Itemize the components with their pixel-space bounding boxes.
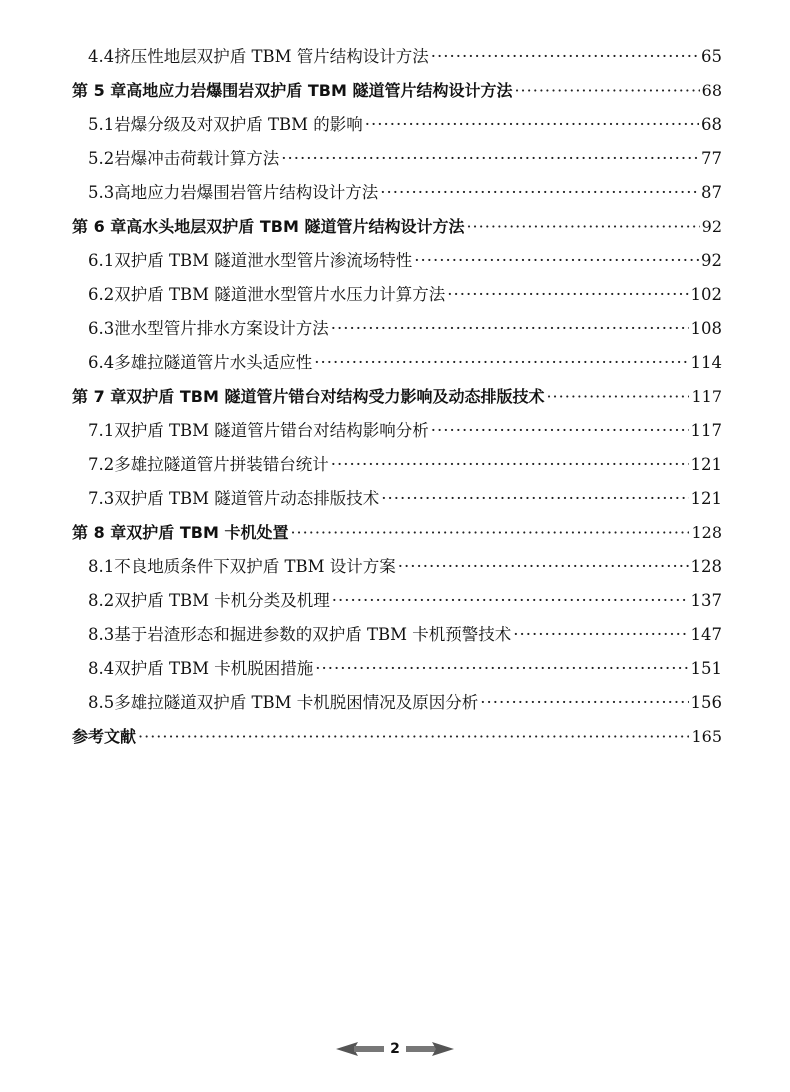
toc-entry-number: 6.2	[88, 285, 115, 304]
toc-section-entry[interactable]	[72, 482, 722, 516]
dot-leader	[431, 414, 689, 448]
toc-chapter-entry[interactable]	[72, 210, 722, 244]
right-arrow-icon	[406, 1042, 454, 1056]
toc-entry-title: 双护盾 TBM 卡机脱困措施	[114, 659, 314, 678]
toc-entry-number: 8.2	[88, 591, 115, 610]
toc-entry-page: 117	[691, 387, 722, 406]
dot-leader	[466, 210, 699, 244]
toc-section-entry[interactable]	[72, 652, 722, 686]
toc-entry-title: 双护盾 TBM 隧道管片错台对结构受力影响及动态排版技术	[126, 387, 545, 406]
toc-entry-number: 7.3	[88, 489, 115, 508]
toc-entry-number: 8.4	[88, 659, 115, 678]
toc-entry-title: 双护盾 TBM 隧道泄水型管片渗流场特性	[114, 251, 413, 270]
toc-entry-page: 117	[690, 421, 722, 440]
dot-leader	[315, 652, 688, 686]
toc-entry-number: 第 5 章	[72, 81, 127, 100]
toc-entry-number: 第 8 章	[72, 523, 127, 542]
toc-entry-page: 114	[690, 353, 722, 372]
toc-entry-title: 高地应力岩爆围岩管片结构设计方法	[114, 183, 379, 202]
toc-entry-title: 双护盾 TBM 卡机处置	[126, 523, 289, 542]
toc-entry-title: 泄水型管片排水方案设计方法	[114, 319, 329, 338]
toc-entry-title: 多雄拉隧道双护盾 TBM 卡机脱困情况及原因分析	[114, 693, 479, 712]
toc-entry-page: 165	[691, 727, 722, 746]
toc-entry-title: 岩爆分级及对双护盾 TBM 的影响	[114, 115, 363, 134]
toc-entry-number: 6.3	[88, 319, 115, 338]
toc-entry-title: 双护盾 TBM 隧道泄水型管片水压力计算方法	[114, 285, 446, 304]
toc-entry-page: 92	[701, 251, 722, 270]
toc-entry-title: 双护盾 TBM 隧道管片动态排版技术	[114, 489, 380, 508]
toc-entry-page: 102	[690, 285, 722, 304]
toc-entry-number: 5.1	[88, 115, 115, 134]
dot-leader	[431, 40, 699, 74]
toc-entry-page: 128	[691, 523, 722, 542]
page-number: 2	[390, 1041, 400, 1057]
toc-entry-number: 第 6 章	[72, 217, 127, 236]
toc-section-entry[interactable]	[72, 584, 722, 618]
toc-entry-page: 65	[701, 47, 722, 66]
toc-entry-number: 7.1	[88, 421, 115, 440]
toc-entry-page: 68	[701, 81, 722, 100]
toc-entry-page: 128	[690, 557, 722, 576]
toc-entry-number: 5.2	[88, 149, 115, 168]
dot-leader	[138, 720, 689, 754]
dot-leader	[514, 74, 699, 108]
dot-leader	[290, 516, 689, 550]
dot-leader	[314, 346, 688, 380]
toc-section-entry[interactable]	[72, 278, 722, 312]
toc-entry-page: 156	[690, 693, 722, 712]
toc-section-entry[interactable]	[72, 176, 722, 210]
toc-entry-page: 92	[701, 217, 722, 236]
toc-chapter-entry[interactable]	[72, 74, 722, 108]
toc-entry-page: 87	[701, 183, 722, 202]
toc-entry-title: 岩爆冲击荷载计算方法	[114, 149, 280, 168]
dot-leader	[331, 448, 689, 482]
dot-leader	[331, 312, 689, 346]
toc-entry-page: 137	[690, 591, 722, 610]
toc-entry-title: 多雄拉隧道管片拼装错台统计	[114, 455, 329, 474]
toc-entry-number: 8.3	[88, 625, 115, 644]
toc-entry-page: 151	[690, 659, 722, 678]
toc-entry-number: 5.3	[88, 183, 115, 202]
toc-section-entry[interactable]	[72, 618, 722, 652]
toc-entry-title: 双护盾 TBM 卡机分类及机理	[114, 591, 330, 610]
table-of-contents	[72, 40, 722, 754]
dot-leader	[380, 176, 699, 210]
toc-entry-page: 77	[701, 149, 722, 168]
dot-leader	[480, 686, 688, 720]
toc-section-entry[interactable]	[72, 346, 722, 380]
toc-chapter-entry[interactable]	[72, 720, 722, 754]
toc-entry-page: 108	[690, 319, 722, 338]
toc-section-entry[interactable]	[72, 108, 722, 142]
dot-leader	[546, 380, 689, 414]
toc-entry-number: 8.1	[88, 557, 115, 576]
toc-section-entry[interactable]	[72, 40, 722, 74]
toc-entry-title: 不良地质条件下双护盾 TBM 设计方案	[114, 557, 396, 576]
dot-leader	[281, 142, 699, 176]
toc-entry-title: 多雄拉隧道管片水头适应性	[114, 353, 313, 372]
toc-chapter-entry[interactable]	[72, 516, 722, 550]
toc-entry-title: 双护盾 TBM 隧道管片错台对结构影响分析	[114, 421, 429, 440]
toc-entry-page: 121	[690, 489, 722, 508]
toc-section-entry[interactable]	[72, 244, 722, 278]
page-footer	[0, 1036, 790, 1062]
toc-entry-title: 高地应力岩爆围岩双护盾 TBM 隧道管片结构设计方法	[126, 81, 513, 100]
toc-chapter-entry[interactable]	[72, 380, 722, 414]
toc-entry-number: 6.1	[88, 251, 115, 270]
dot-leader	[332, 584, 689, 618]
dot-leader	[447, 278, 688, 312]
dot-leader	[398, 550, 689, 584]
toc-entry-page: 121	[690, 455, 722, 474]
toc-section-entry[interactable]	[72, 448, 722, 482]
toc-entry-number: 第 7 章	[72, 387, 127, 406]
toc-entry-number: 6.4	[88, 353, 115, 372]
toc-section-entry[interactable]	[72, 550, 722, 584]
toc-entry-title: 挤压性地层双护盾 TBM 管片结构设计方法	[114, 47, 429, 66]
toc-entry-number: 7.2	[88, 455, 115, 474]
toc-entry-title: 基于岩渣形态和掘进参数的双护盾 TBM 卡机预警技术	[114, 625, 512, 644]
toc-section-entry[interactable]	[72, 312, 722, 346]
toc-entry-page: 68	[701, 115, 722, 134]
dot-leader	[513, 618, 688, 652]
toc-section-entry[interactable]	[72, 142, 722, 176]
toc-entry-page: 147	[690, 625, 722, 644]
toc-entry-title: 高水头地层双护盾 TBM 隧道管片结构设计方法	[126, 217, 465, 236]
toc-entry-number: 8.5	[88, 693, 115, 712]
toc-entry-number: 4.4	[88, 47, 115, 66]
toc-section-entry[interactable]	[72, 686, 722, 720]
toc-section-entry[interactable]	[72, 414, 722, 448]
toc-entry-title: 参考文献	[72, 727, 137, 746]
dot-leader	[381, 482, 688, 516]
dot-leader	[365, 108, 699, 142]
dot-leader	[414, 244, 699, 278]
left-arrow-icon	[336, 1042, 384, 1056]
